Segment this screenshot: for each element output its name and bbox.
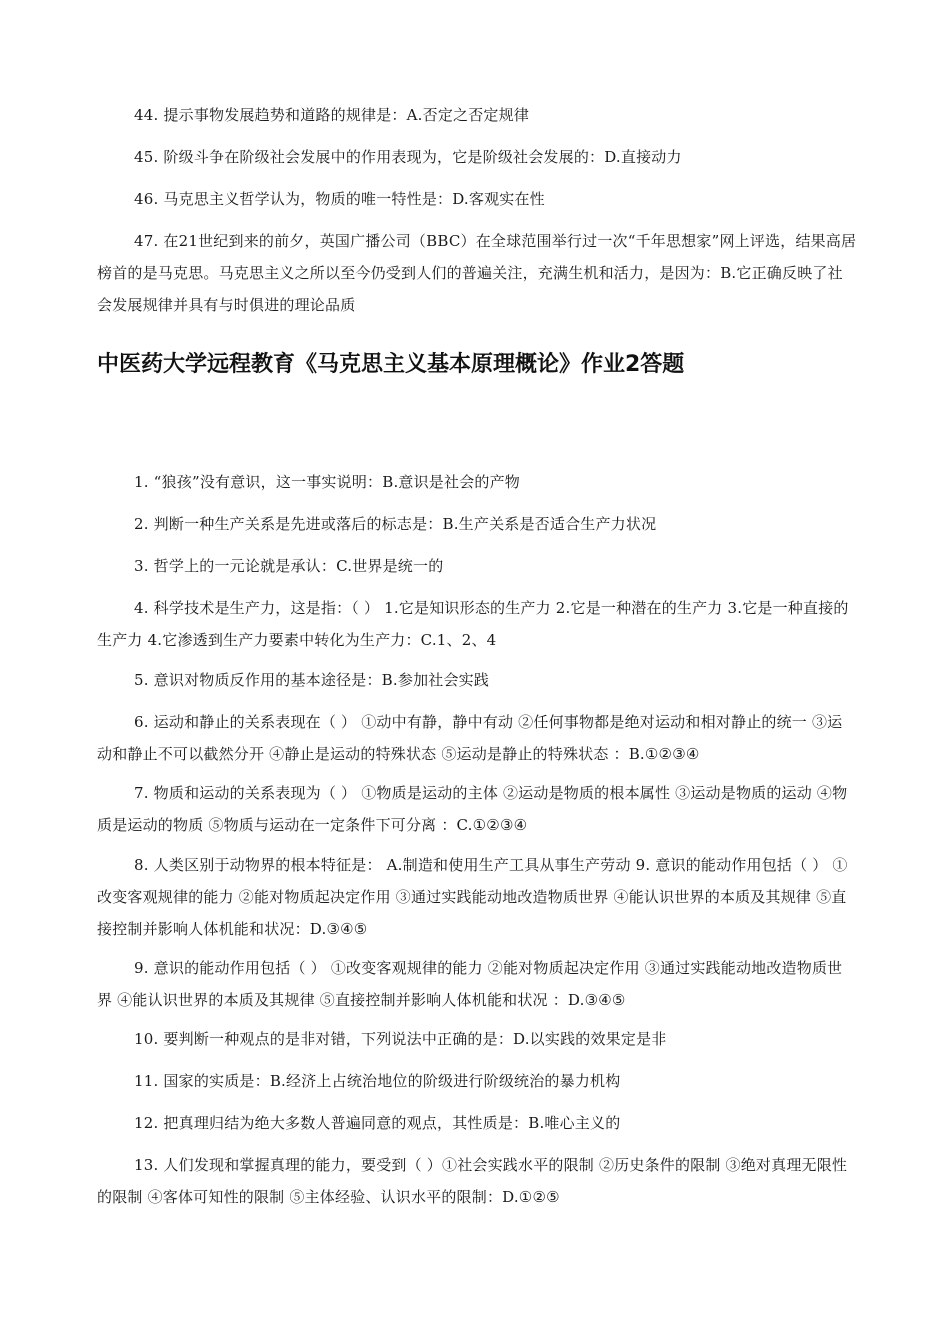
question-7: 7. 物质和运动的关系表现为（ ） ①物质是运动的主体 ②运动是物质的根本属性 ③运动是物质的运动 ④物质是运动的物质 ⑤物质与运动在一定条件下可分离 ：C.①②③④	[97, 784, 848, 834]
question-5: 5. 意识对物质反作用的基本途径是：B.参加社会实践	[134, 671, 490, 689]
question-1: 1. “狼孩”没有意识，这一事实说明：B.意识是社会的产物	[134, 473, 521, 491]
section-title: 中医药大学远程教育《马克思主义基本原理概论》作业2答题	[97, 352, 685, 377]
question-11: 11. 国家的实质是：B.经济上占统治地位的阶级进行阶级统治的暴力机构	[134, 1072, 621, 1090]
question-2: 2. 判断一种生产关系是先进或落后的标志是：B.生产关系是否适合生产力状况	[134, 515, 657, 533]
question-9: 9. 意识的能动作用包括（ ） ①改变客观规律的能力 ②能对物质起决定作用 ③通过实践能动地改造物质世界 ④能认识世界的本质及其规律 ⑤直接控制并影响人体机能和状况 ：D.③④⑤	[97, 959, 843, 1009]
question-47: 47. 在21世纪到来的前夕，英国广播公司（BBC）在全球范围举行过一次“千年思想家”网上评选，结果高居榜首的是马克思。马克思主义之所以至今仍受到人们的普遍关注，充满生机和活力，是因为：B.它正确反映了社会发展规律并具有与时俱进的理论品质	[97, 232, 857, 314]
question-4: 4. 科学技术是生产力，这是指：（ ） 1.它是知识形态的生产力 2.它是一种潜在的生产力 3.它是一种直接的生产力 4.它渗透到生产力要素中转化为生产力：C.1、2、4	[97, 599, 849, 649]
question-8: 8. 人类区别于动物界的根本特征是： A.制造和使用生产工具从事生产劳动 9. 意识的能动作用包括（ ） ①改变客观规律的能力 ②能对物质起决定作用 ③通过实践能动地改造物质世界 ④能认识世界的本质及其规律 ⑤直接控制并影响人体机能和状况：D.③④⑤	[97, 856, 848, 938]
question-46: 46. 马克思主义哲学认为，物质的唯一特性是：D.客观实在性	[134, 190, 545, 208]
question-13: 13. 人们发现和掌握真理的能力，要受到（ ）①社会实践水平的限制 ②历史条件的限制 ③绝对真理无限性的限制 ④客体可知性的限制 ⑤主体经验、认识水平的限制：D.①②⑤	[97, 1156, 848, 1206]
question-3: 3. 哲学上的一元论就是承认：C.世界是统一的	[134, 557, 444, 575]
question-45: 45. 阶级斗争在阶级社会发展中的作用表现为，它是阶级社会发展的：D.直接动力	[134, 148, 682, 166]
question-44: 44. 提示事物发展趋势和道路的规律是：A.否定之否定规律	[134, 106, 530, 124]
question-12: 12. 把真理归结为绝大多数人普遍同意的观点，其性质是：B.唯心主义的	[134, 1114, 621, 1132]
question-10: 10. 要判断一种观点的是非对错，下列说法中正确的是：D.以实践的效果定是非	[134, 1030, 667, 1048]
question-6: 6. 运动和静止的关系表现在（ ） ①动中有静，静中有动 ②任何事物都是绝对运动和相对静止的统一 ③运动和静止不可以截然分开 ④静止是运动的特殊状态 ⑤运动是静止的特殊状态 ：B.①②③④	[97, 713, 843, 763]
